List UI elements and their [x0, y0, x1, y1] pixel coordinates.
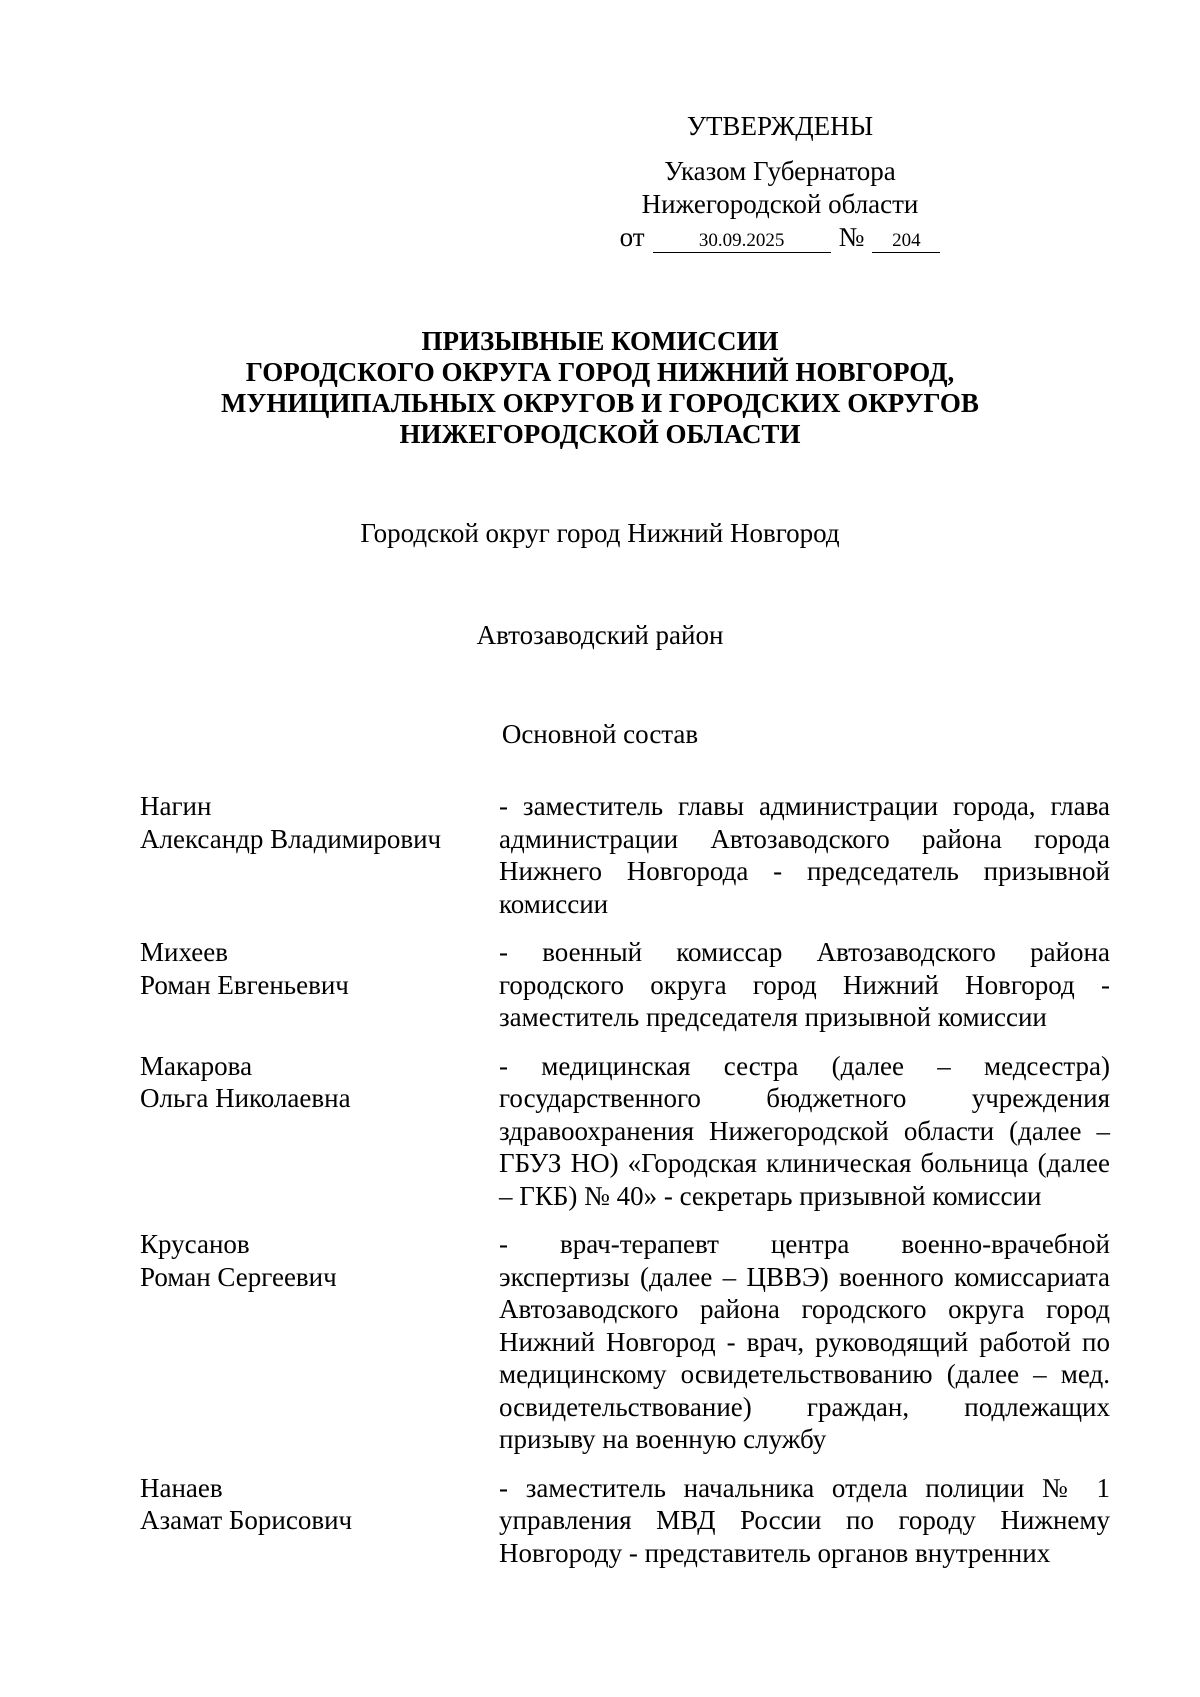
member-surname: Крусанов	[140, 1229, 250, 1259]
approval-line-1: Указом Губернатора	[664, 156, 896, 186]
number-sign: №	[838, 222, 865, 252]
date-prefix: от	[619, 222, 645, 252]
title-line-4: НИЖЕГОРОДСКОЙ ОБЛАСТИ	[399, 419, 801, 449]
subdistrict-heading: Автозаводский район	[476, 620, 724, 650]
member-role: - врач-терапевт центра военно-врачебной экспертизы (далее – ЦВВЭ) военного комиссариата Автозаводского района городского округа город Нижний Новгород - врач, руководящий работой по медицинскому освидетельствованию (далее – мед. освидетельствование) граждан, подлежащих призыву на военную службу	[499, 1229, 1110, 1454]
member-surname: Макарова	[140, 1050, 253, 1081]
member-entry	[140, 1228, 1110, 1456]
member-given-names: Азамат Борисович	[140, 1505, 353, 1535]
member-entry	[140, 1472, 1110, 1570]
approval-line-2: Нижегородской области	[641, 189, 919, 219]
member-role: - заместитель главы администрации города, глава администрации Автозаводского района города Нижнего Новгорода - председатель призывной комиссии	[499, 791, 1110, 919]
approval-date-line	[600, 221, 960, 254]
members-list	[140, 790, 1110, 1585]
member-name	[140, 1228, 499, 1456]
decree-number: 204	[872, 230, 940, 253]
member-surname: Нанаев	[140, 1472, 223, 1503]
member-name	[140, 790, 499, 920]
member-given-names: Ольга Николаевна	[140, 1083, 351, 1113]
member-entry	[140, 790, 1110, 920]
member-given-names: Роман Евгеньевич	[140, 969, 349, 1000]
title-line-2: ГОРОДСКОГО ОКРУГА ГОРОД НИЖНИЙ НОВГОРОД,	[245, 357, 955, 387]
member-role: - военный комиссар Автозаводского района городского округа город Нижний Новгород - заместитель председателя призывной комиссии	[499, 937, 1110, 1032]
member-name	[140, 1050, 499, 1213]
title-line-3: МУНИЦИПАЛЬНЫХ ОКРУГОВ И ГОРОДСКИХ ОКРУГОВ	[221, 388, 979, 418]
approval-block	[600, 110, 960, 254]
member-entry	[140, 1050, 1110, 1213]
decree-date: 30.09.2025	[653, 230, 831, 253]
composition-heading: Основной состав	[501, 719, 699, 749]
approved-label: УТВЕРЖДЕНЫ	[686, 111, 874, 141]
member-role: - медицинская сестра (далее – медсестра) государственного бюджетного учреждения здравоохранения Нижегородской области (далее – ГБУЗ НО) «Городская клиническая больница (далее – ГКБ) № 40» - секретарь призывной комиссии	[499, 1050, 1110, 1211]
title-line-1: ПРИЗЫВНЫЕ КОМИССИИ	[421, 326, 779, 356]
member-name	[140, 1472, 499, 1570]
district-heading: Городской округ город Нижний Новгород	[360, 518, 840, 548]
member-surname: Нагин	[140, 791, 212, 821]
member-surname: Михеев	[140, 937, 229, 967]
member-entry	[140, 936, 1110, 1034]
member-given-names: Александр Владимирович	[140, 823, 442, 854]
member-given-names: Роман Сергеевич	[140, 1261, 337, 1292]
member-role: - заместитель начальника отдела полиции № 1 управления МВД России по городу Нижнему Новгороду - представитель органов внутренних	[499, 1472, 1110, 1568]
document-title	[150, 326, 1050, 450]
member-name	[140, 936, 499, 1034]
